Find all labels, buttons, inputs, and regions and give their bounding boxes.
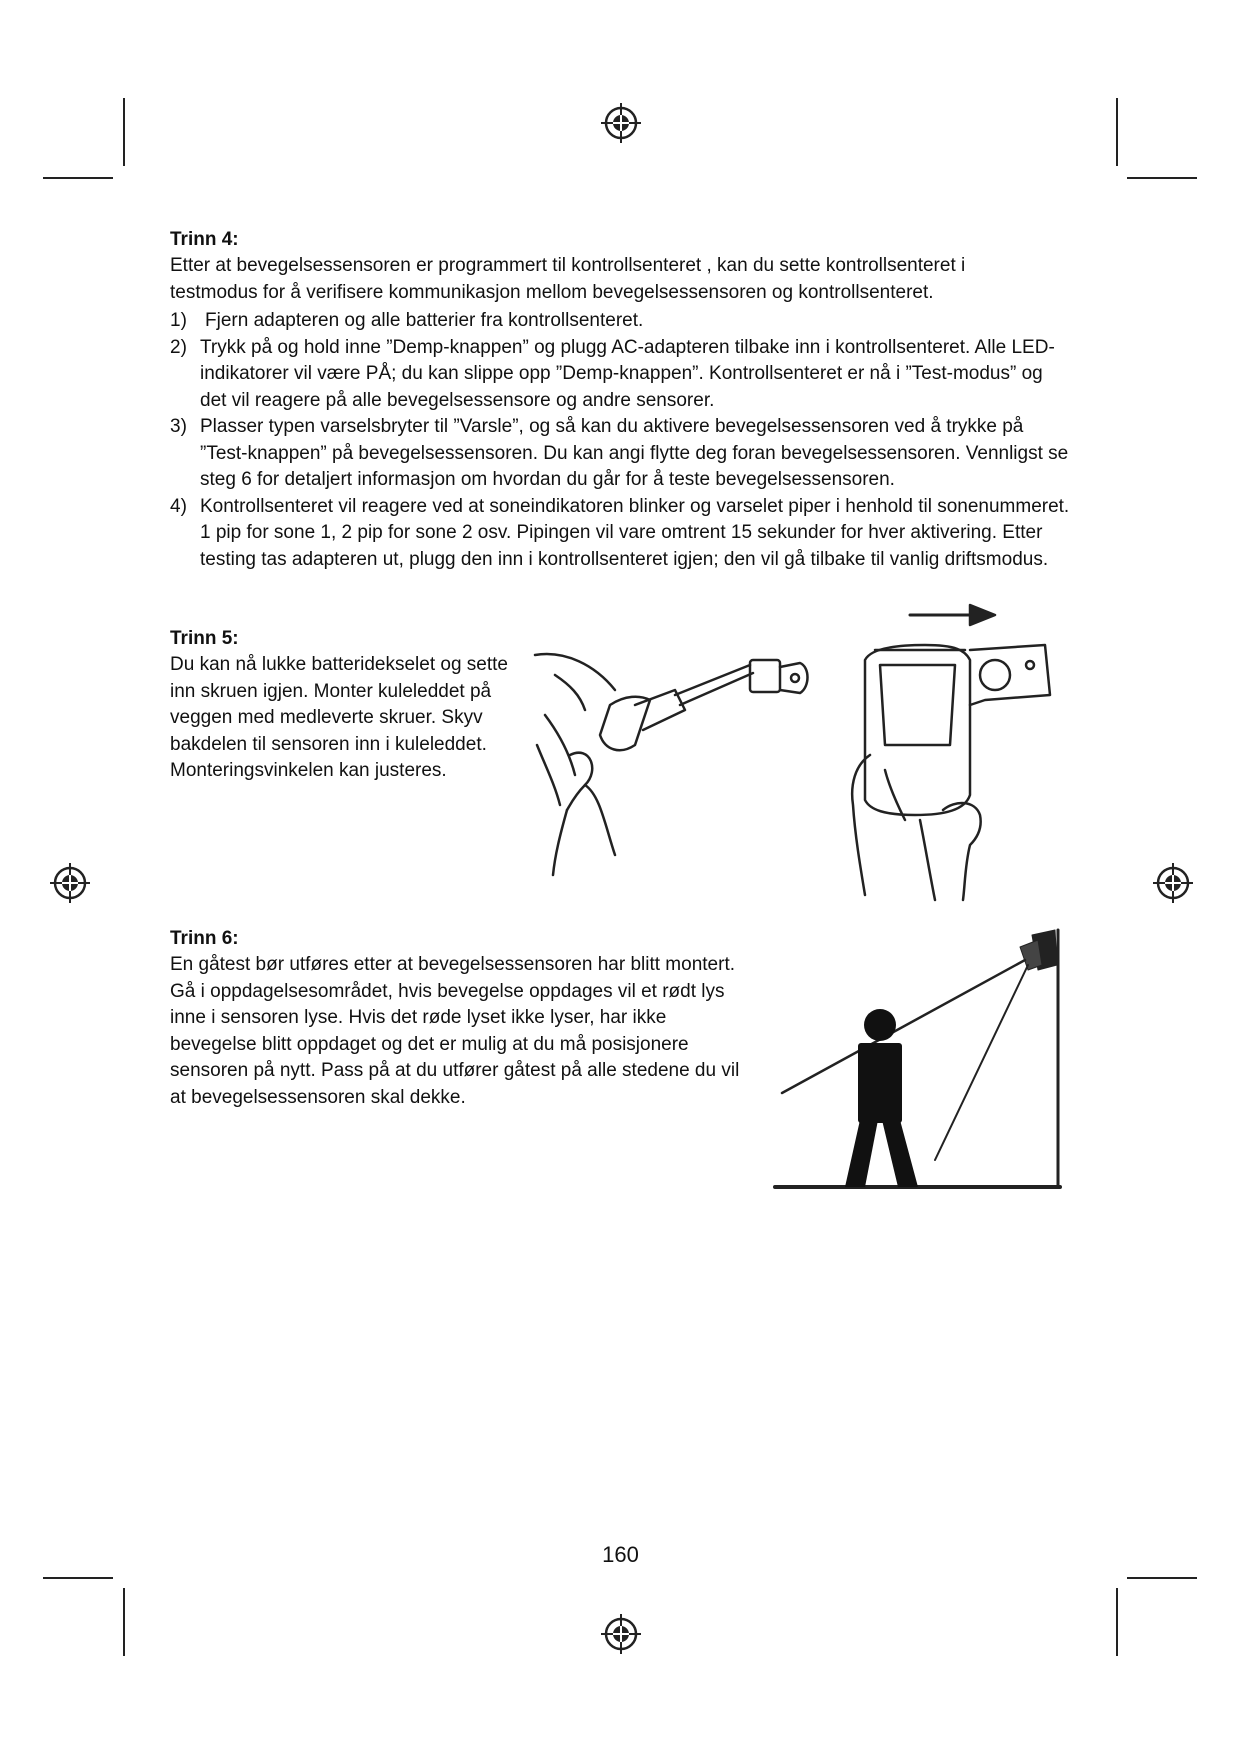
list-item xyxy=(170,335,1070,415)
page-number: 160 xyxy=(602,1542,639,1567)
step4-intro: Etter at bevegelsessensoren er programmert til kontrollsenteret , kan du sette kontrollsenteret i testmodus for å verifisere kommunikasjon mellom bevegelsessensoren og kontrollsenteret. xyxy=(170,255,966,303)
list-text: Trykk på og hold inne ”Demp-knappen” og plugg AC-adapteren tilbake inn i kontrollsenteret. Alle LED-indikatorer vil være PÅ; du kan slippe opp ”Demp-knappen”. Kontrollsenteret er nå i ”Test-modus” og det vil reagere på alle bevegelsessensore og andre sensorer. xyxy=(200,336,1055,411)
list-item xyxy=(170,414,1070,494)
crop-mark xyxy=(43,1577,113,1579)
list-text: Fjern adapteren og alle batterier fra kontrollsenteret. xyxy=(205,310,644,331)
list-text: Plasser typen varselsbryter til ”Varsle”, og så kan du aktivere bevegelsessensoren ved å trykke på ”Test-knappen” på bevegelsessensoren. Du kan angi flytte deg foran bevegelsessensoren. Vennligst se steg 6 for detaljert informasjon om hvordan du går for å teste bevegelsessensoren. xyxy=(200,416,1069,490)
detection-ray xyxy=(782,960,1025,1093)
list-number: 1) xyxy=(170,310,187,331)
crop-mark xyxy=(123,1588,125,1656)
crop-mark xyxy=(43,177,113,179)
step5-heading: Trinn 5: xyxy=(170,628,239,649)
list-number: 4) xyxy=(170,495,187,517)
arrow-right-icon xyxy=(910,605,995,625)
crop-mark xyxy=(1116,1588,1118,1656)
step5-text: Du kan nå lukke batteridekselet og sette inn skruen igjen. Monter kuleleddet på veggen med medleverte skruer. Skyv bakdelen til sensoren inn i kuleleddet. Monteringsvinkelen kan justeres. xyxy=(170,654,508,781)
crop-mark xyxy=(1116,98,1118,166)
list-number: 3) xyxy=(170,416,187,437)
registration-mark-icon xyxy=(601,103,641,143)
screwdriver-hand-icon xyxy=(535,654,808,875)
step6-heading: Trinn 6: xyxy=(170,928,239,949)
registration-mark-icon xyxy=(601,1614,641,1654)
sensor-hand-icon xyxy=(852,645,1050,900)
motion-sensor-icon xyxy=(1020,930,1057,970)
detection-ray xyxy=(935,965,1028,1160)
crop-mark xyxy=(123,98,125,166)
list-number: 2) xyxy=(170,336,187,358)
list-text: Kontrollsenteret vil reagere ved at soneindikatoren blinker og varselet piper i henhold til sonenummeret. 1 pip for sone 1, 2 pip for sone 2 osv. Pipingen vil vare omtrent 15 sekunder for hver aktivering. Etter testing tas adapteren ut, plugg den inn i kontrollsenteret igjen; den vil gå tilbake til vanlig driftsmodus. xyxy=(200,495,1070,570)
crop-mark xyxy=(1127,1577,1197,1579)
registration-mark-icon xyxy=(1153,863,1193,903)
step4-heading: Trinn 4: xyxy=(170,229,239,250)
list-item xyxy=(170,308,1070,335)
crop-mark xyxy=(1127,177,1197,179)
step6-text: En gåtest bør utføres etter at bevegelsessensoren har blitt montert. Gå i oppdagelsesområdet, hvis bevegelse oppdages vil et rødt lys inne i sensoren lyse. Hvis det røde lyset ikke lyser, har ikke bevegelse blitt oppdaget og det er mulig at du må posisjonere sensoren på nytt. Pass på at du utfører gåtest på alle stedene du vil at bevegelsessensoren skal dekke. xyxy=(170,954,740,1108)
step4-list xyxy=(170,308,1070,573)
registration-mark-icon xyxy=(50,863,90,903)
walk-test-illustration xyxy=(770,925,1065,1190)
mounting-illustration xyxy=(525,595,1065,900)
person-icon xyxy=(845,1009,918,1187)
list-item xyxy=(170,494,1070,574)
